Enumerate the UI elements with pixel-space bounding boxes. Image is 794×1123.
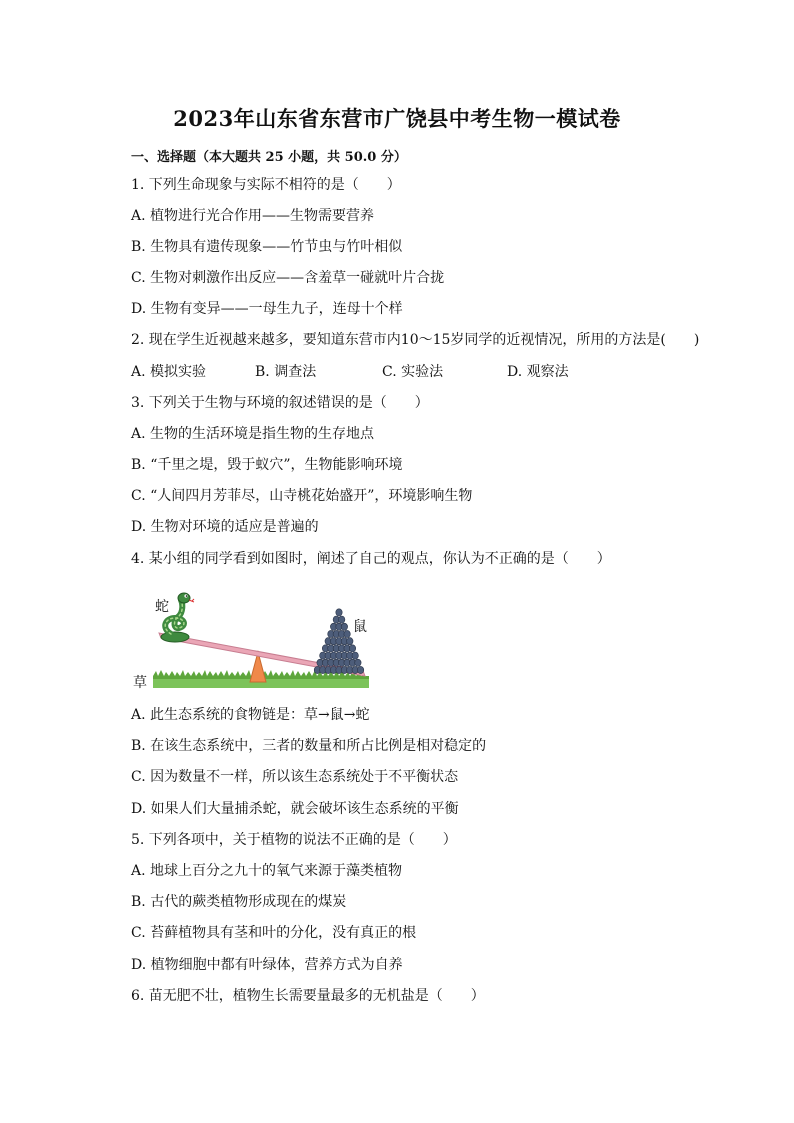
question-5-stem: 5. 下列各项中，关于植物的说法不正确的是（ ） [131, 832, 457, 848]
seesaw-figure [131, 590, 371, 690]
question-4-option-a: A. 此生态系统的食物链是：草→鼠→蛇 [131, 707, 370, 723]
snake-label: 蛇 [155, 599, 169, 615]
mouse-figure [352, 652, 358, 659]
question-2-option-d: D. 观察法 [507, 364, 569, 380]
question-4-option-b: B. 在该生态系统中，三者的数量和所占比例是相对稳定的 [131, 738, 487, 754]
question-3-option-b: B. “千里之堤，毁于蚁穴”，生物能影响环境 [131, 457, 403, 473]
mouse-figure [355, 659, 361, 666]
question-6-stem: 6. 苗无肥不壮，植物生长需要量最多的无机盐是（ ） [131, 988, 485, 1004]
mouse-figure [344, 630, 350, 637]
page-title: 2023年山东省东营市广饶县中考生物一模试卷 [173, 106, 621, 131]
grass-label: 草 [133, 675, 147, 691]
mouse-figure [349, 645, 355, 652]
question-5-option-c: C. 苔藓植物具有茎和叶的分化，没有真正的根 [131, 925, 417, 941]
question-1-stem: 1. 下列生命现象与实际不相符的是（ ） [131, 177, 401, 193]
question-3-option-c: C. “人间四月芳菲尽，山寺桃花始盛开”，环境影响生物 [131, 488, 473, 504]
question-5-option-b: B. 古代的蕨类植物形成现在的煤炭 [131, 894, 347, 910]
question-4-option-d: D. 如果人们大量捕杀蛇，就会破坏该生态系统的平衡 [131, 801, 459, 817]
question-1-option-a: A. 植物进行光合作用——生物需要营养 [131, 208, 375, 224]
question-5-option-d: D. 植物细胞中都有叶绿体，营养方式为自养 [131, 957, 403, 973]
mouse-figure [339, 616, 345, 623]
question-3-option-a: A. 生物的生活环境是指生物的生存地点 [131, 426, 375, 442]
question-4-stem: 4. 某小组的同学看到如图时，阐述了自己的观点，你认为不正确的是（ ） [131, 551, 611, 567]
mouse-figure [336, 609, 342, 616]
question-1-option-c: C. 生物对刺激作出反应——含羞草一碰就叶片合拢 [131, 270, 445, 286]
mouse-figure [357, 666, 363, 673]
question-1-option-b: B. 生物具有遗传现象——竹节虫与竹叶相似 [131, 239, 403, 255]
question-2-option-b: B. 调查法 [255, 364, 317, 380]
question-5-option-a: A. 地球上百分之九十的氧气来源于藻类植物 [131, 863, 403, 879]
question-2-stem: 2. 现在学生近视越来越多，要知道东营市内10～15岁同学的近视情况，所用的方法是( ) [131, 332, 700, 348]
question-2-option-a: A. 模拟实验 [131, 364, 207, 380]
mouse-figure [341, 623, 347, 630]
question-3-option-d: D. 生物对环境的适应是普遍的 [131, 519, 319, 535]
section-heading: 一、选择题（本大题共 25 小题，共 50.0 分） [131, 150, 407, 165]
question-1-option-d: D. 生物有变异——一母生九子，连母十个样 [131, 301, 403, 317]
question-3-stem: 3. 下列关于生物与环境的叙述错误的是（ ） [131, 395, 429, 411]
mouse-figure [347, 638, 353, 645]
mouse-label: 鼠 [353, 619, 367, 635]
question-2-option-c: C. 实验法 [382, 364, 444, 380]
question-4-option-c: C. 因为数量不一样，所以该生态系统处于不平衡状态 [131, 769, 459, 785]
